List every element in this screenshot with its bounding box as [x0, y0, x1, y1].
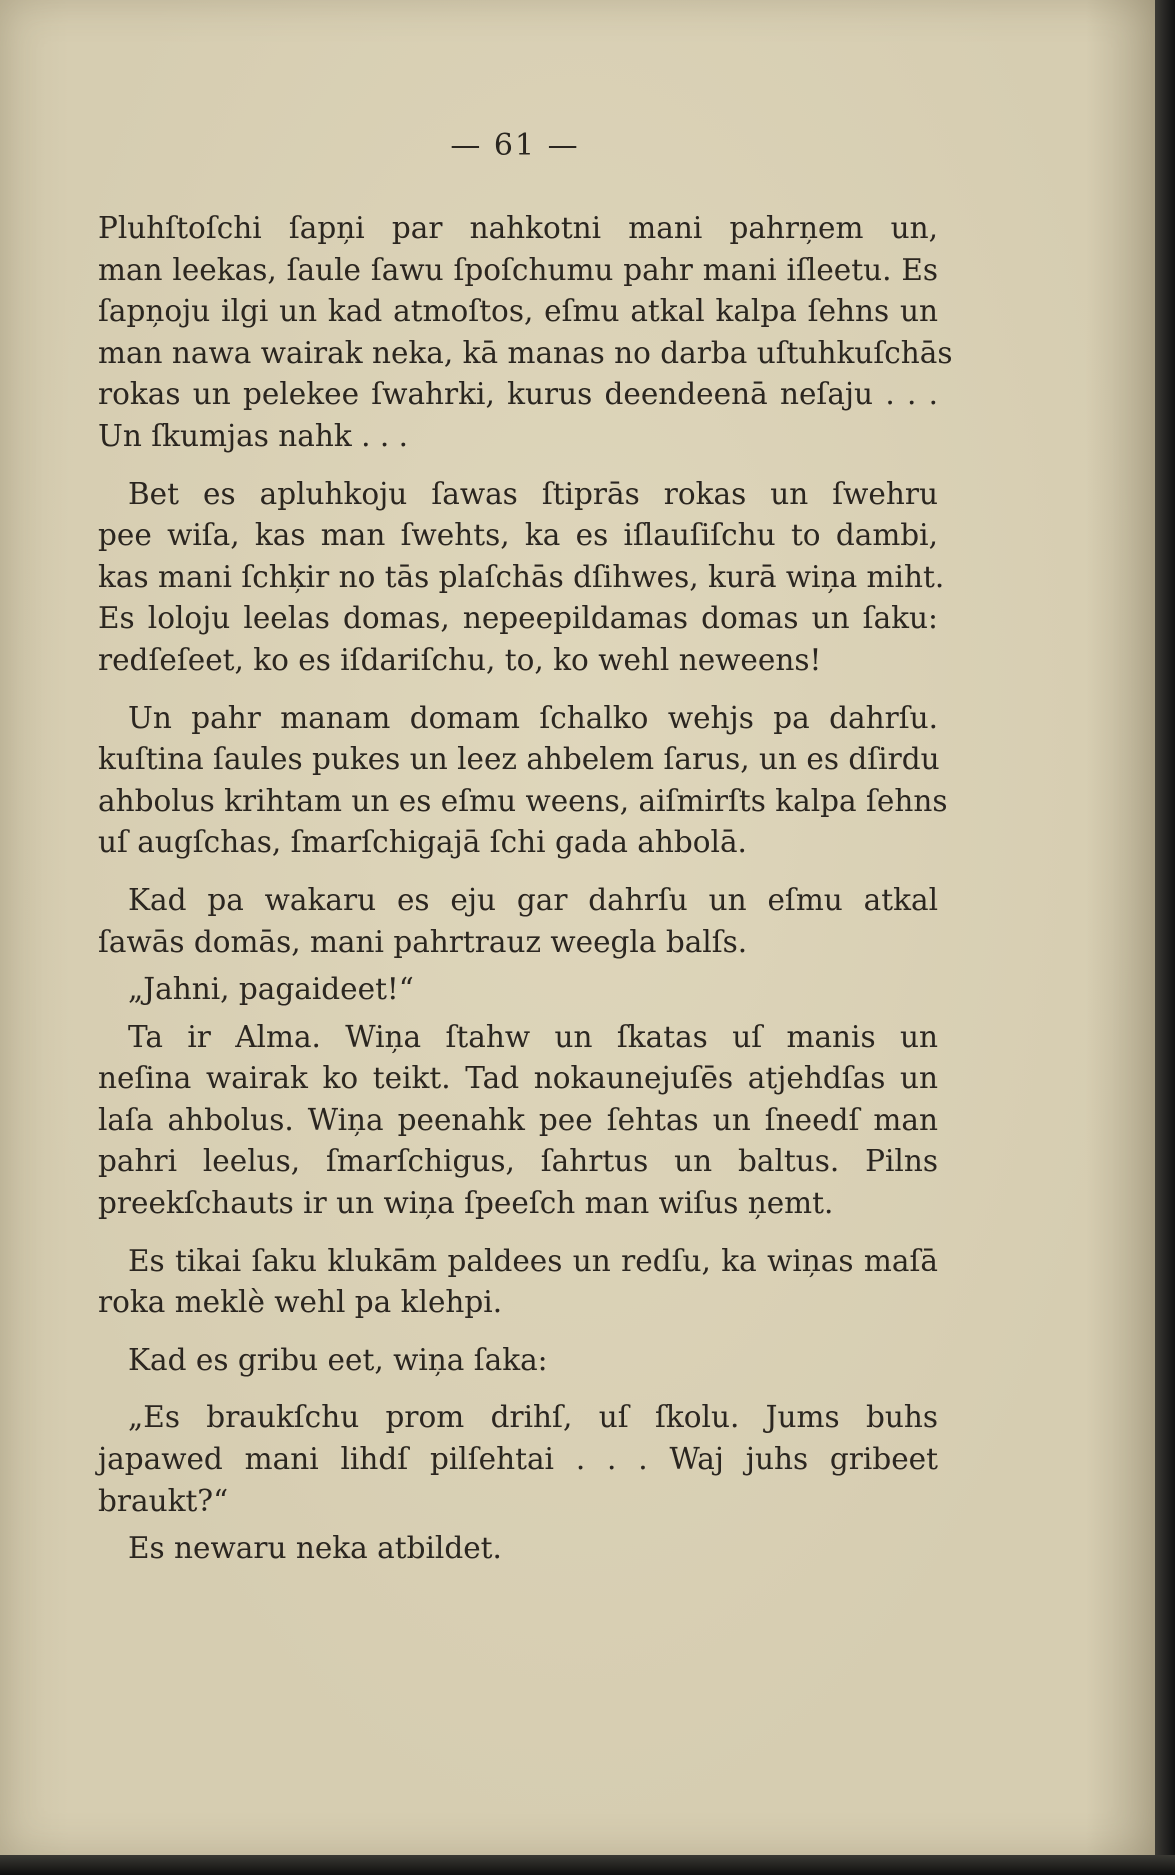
paragraph — [98, 208, 953, 458]
text-line: Un pahr manam domam ſchalko wehjs pa dahrſu. — [128, 700, 938, 735]
paragraph — [98, 969, 938, 1011]
text-line: ſapņoju ilgi un kad atmoſtos, eſmu atkal kalpa ſehns un — [98, 294, 938, 329]
text-line: Un ſkumjas nahk . . . — [98, 418, 408, 453]
text-line: pahri leelus, ſmarſchigus, ſahrtus un baltus. Pilns — [98, 1144, 938, 1179]
text-line: Bet es apluhkoju ſawas ſtiprās rokas un ſwehru — [128, 476, 938, 511]
text-line: redſeſeet, ko es iſdariſchu, to, ko wehl neweens! — [98, 642, 822, 677]
text-line: man nawa wairak neka, kā manas no darba uſtuhkuſchās — [98, 335, 953, 370]
text-line: Es tikai ſaku klukām paldees un redſu, ka wiņas maſā — [128, 1243, 938, 1278]
paragraph — [98, 474, 945, 682]
text-line: japawed mani lihdſ pilſehtai . . . Waj juhs gribeet — [98, 1442, 938, 1477]
text-line: neſina wairak ko teikt. Tad nokaunejuſēs atjehdſas un — [98, 1061, 938, 1096]
text-line: laſa ahbolus. Wiņa peenahk pee ſehtas un ſneedſ man — [98, 1102, 938, 1137]
text-line: Pluhſtoſchi ſapņi par nahkotni mani pahrņem un, — [98, 211, 938, 245]
paragraph — [98, 880, 938, 963]
text-line: pee wiſa, kas man ſwehts, ka es iſlauſiſchu to dambi, — [98, 518, 938, 553]
text-line: Ta ir Alma. Wiņa ſtahw un ſkatas uſ manis un — [128, 1019, 938, 1054]
page-number: — 61 — — [450, 128, 580, 163]
paragraph — [98, 1017, 938, 1225]
text-line: kuſtina ſaules pukes un leez ahbelem ſarus, un es dſirdu — [98, 742, 940, 777]
text-line: man leekas, ſaule ſawu ſpoſchumu pahr mani iſleetu. Es — [98, 252, 938, 287]
body-text — [98, 208, 953, 1570]
scan-edge-right — [1155, 0, 1175, 1875]
text-line: Kad es gribu eet, wiņa ſaka: — [128, 1342, 548, 1377]
text-line: ſawās domās, mani pahrtrauz weegla balſs. — [98, 924, 748, 959]
text-line: Kad pa wakaru es eju gar dahrſu un eſmu atkal — [128, 882, 938, 917]
text-line: kas mani ſchķir no tās plaſchās dſihwes, kurā wiņa miht. — [98, 559, 945, 594]
paragraph — [98, 1241, 938, 1324]
text-line: „Jahni, pagaideet!“ — [128, 972, 414, 1007]
text-line: preekſchauts ir un wiņa ſpeeſch man wiſus ņemt. — [98, 1186, 834, 1221]
paragraph — [98, 1397, 938, 1522]
text-line: uſ augſchas, ſmarſchigajā ſchi gada ahbolā. — [98, 825, 747, 860]
text-line: braukt?“ — [98, 1483, 229, 1518]
text-line: Es loloju leelas domas, nepeepildamas domas un ſaku: — [98, 601, 938, 636]
scan-edge-bottom — [0, 1855, 1175, 1875]
text-line: rokas un pelekee ſwahrki, kurus deendeenā neſaju . . . — [98, 377, 938, 412]
text-line: Es newaru neka atbildet. — [128, 1531, 502, 1566]
paragraph — [98, 698, 948, 864]
paragraph — [98, 1528, 938, 1570]
text-line: „Es braukſchu prom drihſ, uſ ſkolu. Jums buhs — [128, 1400, 938, 1435]
text-line: ahbolus krihtam un es eſmu weens, aiſmirſts kalpa ſehns — [98, 783, 948, 818]
paragraph — [98, 1340, 938, 1382]
text-line: roka meklè wehl pa klehpi. — [98, 1285, 503, 1320]
